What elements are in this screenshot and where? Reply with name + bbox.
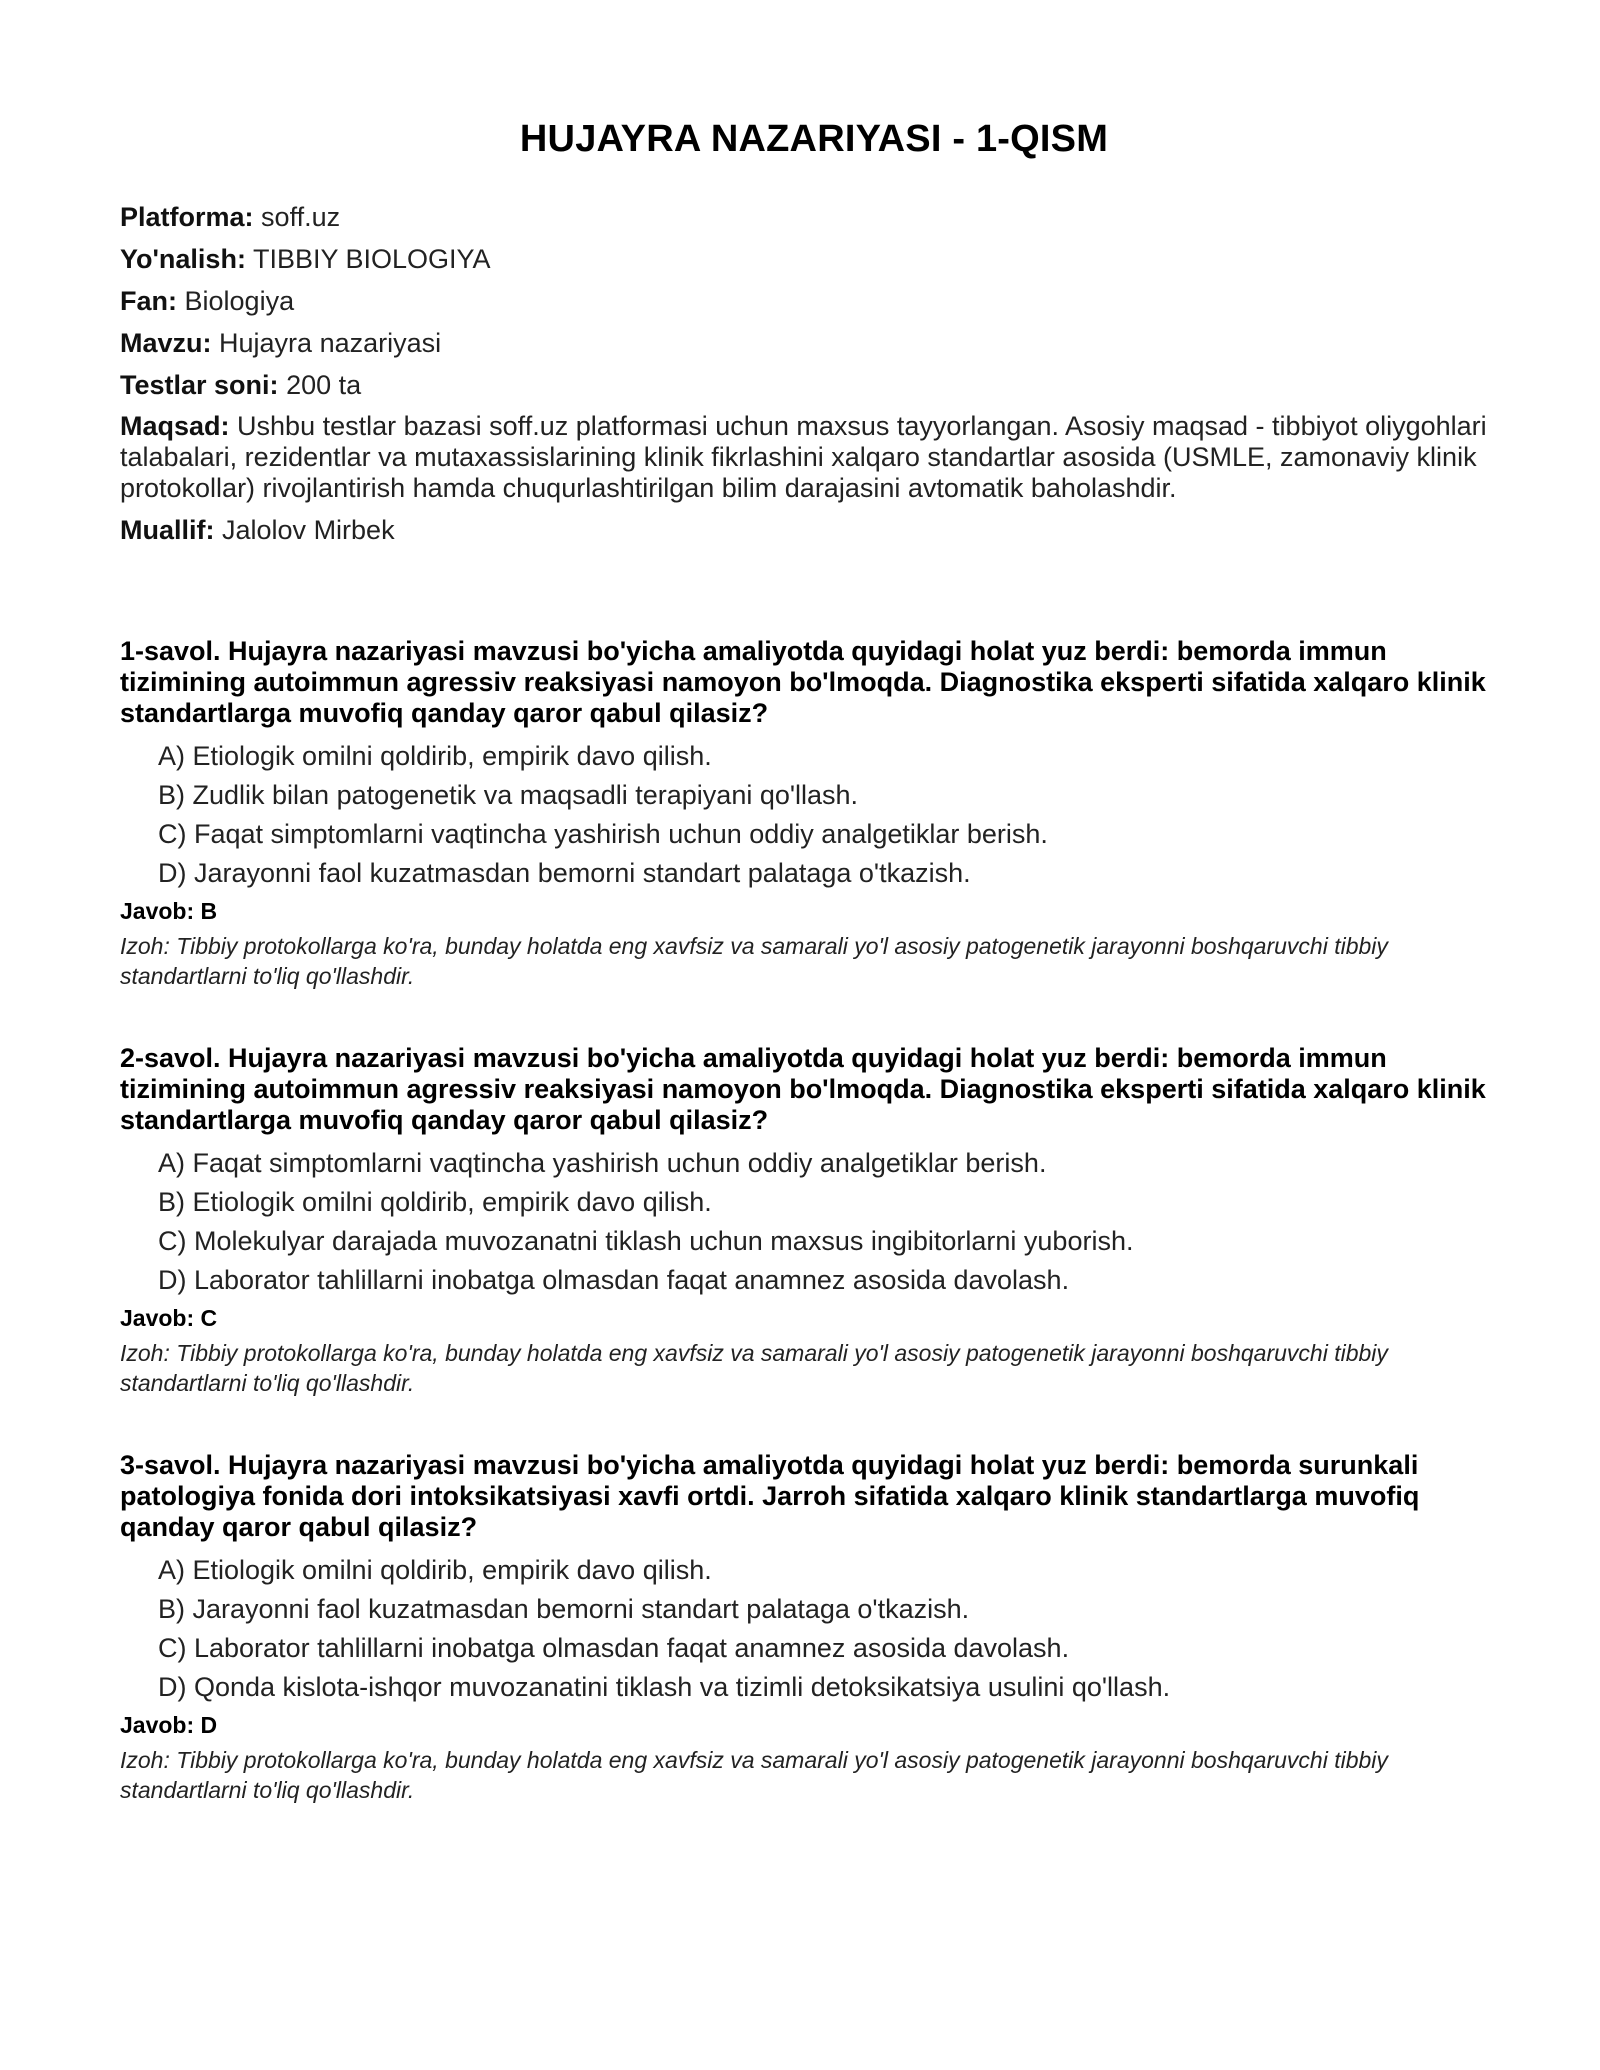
answer-option: C) Faqat simptomlarni vaqtincha yashirish uchun oddiy analgetiklar berish.	[158, 819, 1048, 849]
meta-label: Maqsad:	[120, 411, 230, 441]
answer-option: C) Laborator tahlillarni inobatga olmasdan faqat anamnez asosida davolash.	[158, 1633, 1070, 1663]
question-block	[120, 1043, 1490, 1398]
meta-platform	[120, 201, 1490, 233]
meta-label: Platforma:	[120, 202, 254, 232]
meta-value: Hujayra nazariyasi	[219, 328, 442, 358]
meta-goal	[120, 411, 1490, 504]
meta-value: TIBBIY BIOLOGIYA	[252, 244, 491, 274]
meta-direction	[120, 243, 1490, 275]
meta-value: Ushbu testlar bazasi soff.uz platformasi uchun maxsus tayyorlangan. Asosiy maqsad - tibbiyot oliygohlari talabalari, rezidentlar va mutaxassislarining klinik fikrlashini xalqaro standartlar asosida (USMLE, zamonaviy klinik protokollar) rivojlantirish hamda chuqurlashtirilgan bilim darajasini avtomatik baholashdir.	[120, 411, 1487, 503]
explanation-note: Izoh: Tibbiy protokollarga ko'ra, bunday holatda eng xavfsiz va samarali yo'l asosiy patogenetik jarayonni boshqaruvchi tibbiy standartlarni to'liq qo'llashdir.	[120, 933, 1388, 989]
explanation-note: Izoh: Tibbiy protokollarga ko'ra, bunday holatda eng xavfsiz va samarali yo'l asosiy patogenetik jarayonni boshqaruvchi tibbiy standartlarni to'liq qo'llashdir.	[120, 1747, 1388, 1803]
meta-label: Fan:	[120, 286, 177, 316]
question-text: 3-savol. Hujayra nazariyasi mavzusi bo'yicha amaliyotda quyidagi holat yuz berdi: bemorda surunkali patologiya fonida dori intoksikatsiyasi xavfi ortdi. Jarroh sifatida xalqaro klinik standartlarga muvofiq qanday qaror qabul qilasiz?	[120, 1450, 1420, 1542]
answer-option: C) Molekulyar darajada muvozanatni tiklash uchun maxsus ingibitorlarni yuborish.	[158, 1226, 1134, 1256]
answer-option: D) Jarayonni faol kuzatmasdan bemorni standart palataga o'tkazish.	[158, 858, 971, 888]
meta-label: Mavzu:	[120, 328, 212, 358]
answer-option: A) Etiologik omilni qoldirib, empirik davo qilish.	[158, 1555, 712, 1585]
meta-value: soff.uz	[261, 202, 341, 232]
meta-topic	[120, 327, 1490, 359]
meta-label: Yo'nalish:	[120, 244, 246, 274]
answer-options	[120, 1148, 1490, 1296]
question-text: 1-savol. Hujayra nazariyasi mavzusi bo'yicha amaliyotda quyidagi holat yuz berdi: bemorda immun tizimining autoimmun agressiv reaksiyasi namoyon bo'lmoqda. Diagnostika eksperti sifatida xalqaro klinik standartlarga muvofiq qanday qaror qabul qilasiz?	[120, 636, 1486, 728]
answer-option: B) Zudlik bilan patogenetik va maqsadli terapiyani qo'llash.	[158, 780, 859, 810]
explanation-note: Izoh: Tibbiy protokollarga ko'ra, bunday holatda eng xavfsiz va samarali yo'l asosiy patogenetik jarayonni boshqaruvchi tibbiy standartlarni to'liq qo'llashdir.	[120, 1340, 1388, 1396]
answer-option: B) Jarayonni faol kuzatmasdan bemorni standart palataga o'tkazish.	[158, 1594, 970, 1624]
document-page	[120, 118, 1490, 1857]
meta-value: Biologiya	[184, 286, 295, 316]
question-text: 2-savol. Hujayra nazariyasi mavzusi bo'yicha amaliyotda quyidagi holat yuz berdi: bemorda immun tizimining autoimmun agressiv reaksiyasi namoyon bo'lmoqda. Diagnostika eksperti sifatida xalqaro klinik standartlarga muvofiq qanday qaror qabul qilasiz?	[120, 1043, 1486, 1135]
answer-options	[120, 1555, 1490, 1703]
answer-option: D) Qonda kislota-ishqor muvozanatini tiklash va tizimli detoksikatsiya usulini qo'llash.	[158, 1672, 1171, 1702]
meta-label: Testlar soni:	[120, 370, 279, 400]
document-meta	[120, 201, 1490, 546]
meta-test-count	[120, 369, 1490, 401]
document-title: HUJAYRA NAZARIYASI - 1-QISM	[519, 118, 1109, 160]
question-list	[120, 636, 1490, 1805]
answer-option: B) Etiologik omilni qoldirib, empirik davo qilish.	[158, 1187, 712, 1217]
question-block	[120, 636, 1490, 991]
meta-subject	[120, 285, 1490, 317]
meta-value: Jalolov Mirbek	[222, 515, 395, 545]
answer-option: A) Etiologik omilni qoldirib, empirik davo qilish.	[158, 741, 712, 771]
question-block	[120, 1450, 1490, 1805]
correct-answer: Javob: D	[120, 1712, 218, 1738]
answer-option: D) Laborator tahlillarni inobatga olmasdan faqat anamnez asosida davolash.	[158, 1265, 1070, 1295]
correct-answer: Javob: B	[120, 898, 218, 924]
meta-value: 200 ta	[286, 370, 362, 400]
meta-label: Muallif:	[120, 515, 215, 545]
correct-answer: Javob: C	[120, 1305, 218, 1331]
meta-author	[120, 514, 1490, 546]
answer-option: A) Faqat simptomlarni vaqtincha yashirish uchun oddiy analgetiklar berish.	[158, 1148, 1047, 1178]
answer-options	[120, 741, 1490, 889]
